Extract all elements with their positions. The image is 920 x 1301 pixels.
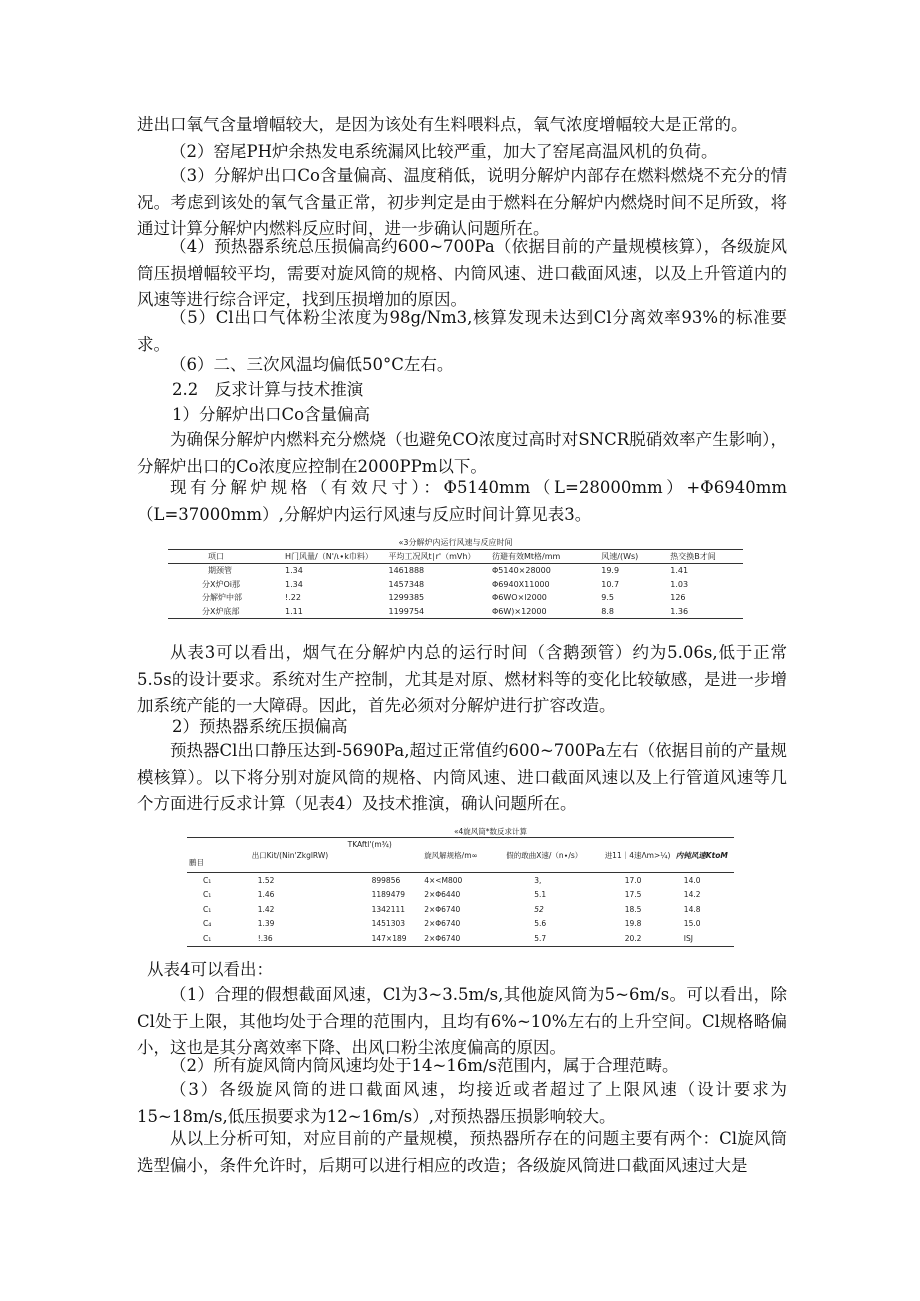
paragraph-finding-2: （2）所有旋风筒内筒风速均处于14~16m∕s范围内，属于合理范畴。 xyxy=(170,1056,679,1075)
subheading-2: 2）预热器系统压损偏高 xyxy=(172,717,348,736)
table-cell: 3, xyxy=(534,875,542,885)
section-heading-2-2: 2.2 反求计算与技术推演 xyxy=(172,380,364,399)
table-cell: 1.41 xyxy=(670,566,689,576)
table-cell: 分X炉底部 xyxy=(202,606,240,616)
table-4-header: 进11｜4速Λm>¼) xyxy=(604,850,671,860)
table-row xyxy=(168,578,743,592)
table-cell: 期颈管 xyxy=(208,566,232,576)
table-cell: 20.2 xyxy=(624,933,642,943)
table-cell: 1189479 xyxy=(371,890,406,900)
table-cell: 18.5 xyxy=(624,904,642,914)
table-cell: 1.39 xyxy=(257,919,275,929)
table-cell: 2×Φ6440 xyxy=(424,890,461,900)
table-row xyxy=(168,605,743,619)
paragraph-finding-3: （3）各级旋风筒的进口截面风速，均接近或者超过了上限风速（设计要求为15~18m∕s,低压损要求为12~16m∕s）,对预热器压损影响较大。 xyxy=(137,1080,787,1126)
paragraph-item-4: （4）预热器系统总压损偏高约600~700Pa（依据目前的产量规模核算），各级旋风筒压损增幅较平均，需要对旋风筒的规格、内筒风速、进口截面风速，以及上升管道内的风速等进行综合评定，找到压损增加的原因。 xyxy=(137,237,787,309)
table-cell: !.22 xyxy=(285,593,301,603)
table-cell: 5.6 xyxy=(534,919,547,929)
table-cell: 19.9 xyxy=(601,566,620,576)
table-cell: 10.7 xyxy=(601,579,620,589)
table-cell: C₁ xyxy=(203,875,212,885)
table-cell: 1199754 xyxy=(388,606,425,616)
table-cell: 4×<M800 xyxy=(424,875,463,885)
table-cell: 5.1 xyxy=(534,890,547,900)
table-cell: Φ6940X11000 xyxy=(492,579,550,589)
table-cell: 2×Φ6740 xyxy=(424,919,461,929)
paragraph-finding-1: （1）合理的假想截面风速，Cl为3~3.5m∕s,其他旋风筒为5~6m/s。可以看出，除Cl处于上限，其他均处于合理的范围内，且均有6%~10%左右的上升空间。Cl规格略偏小，这也是其分离效率下降、出风口粉尘浓度偏高的原因。 xyxy=(137,985,787,1057)
table-cell: Φ5140×28000 xyxy=(492,566,551,576)
table-cell: 1342111 xyxy=(371,904,406,914)
paragraph-table4-intro: 从表4可以看出： xyxy=(147,960,273,979)
table-cell: 147×189 xyxy=(371,933,407,943)
table-cell: C₁ xyxy=(203,904,212,914)
table-3-header: 热交换B才间 xyxy=(670,552,716,561)
table-cell: 分X炉Oi那 xyxy=(202,579,240,589)
table-4-header: 鹏目 xyxy=(189,858,204,867)
table-cell: 1451303 xyxy=(371,919,406,929)
table-cell: 899856 xyxy=(371,875,401,885)
paragraph-co-control: 为确保分解炉内燃料充分燃烧（也避免CO浓度过高时对SNCR脱硝效率产生影响），分解炉出口的Co浓度应控制在2000PPm以下。 xyxy=(137,430,787,476)
paragraph-table3-analysis: 从表3可以看出，烟气在分解炉内总的运行时间（含鹅颈管）约为5.06s,低于正常5.5s的设计要求。系统对生产控制，尤其是对原、燃材料等的变化比较敏感，是进一步增加系统产能的一大障碍。因此，首先必须对分解炉进行扩容改造。 xyxy=(137,643,787,715)
table-cell: C₁ xyxy=(203,933,212,943)
table-4-caption: «4旋风筒*数反求计算 xyxy=(453,827,528,836)
table-3-header: 平均工况风t∣r'（mVh） xyxy=(388,552,476,561)
table-cell: C₄ xyxy=(203,919,212,929)
table-4-header: 内钝风速KtoM xyxy=(675,850,728,860)
table-cell: Φ6WO×l2000 xyxy=(492,593,547,603)
table-cell: 分解炉中部 xyxy=(202,593,242,603)
table-row xyxy=(187,873,734,888)
table-cell: 1299385 xyxy=(388,593,425,603)
table-cell: 5.7 xyxy=(534,933,547,943)
table-cell: 1.11 xyxy=(285,606,303,616)
table-4-header: 出口Kit/(Nin'ZkglRW) xyxy=(251,850,329,860)
table-cell: C₁ xyxy=(203,890,212,900)
paragraph-item-5: （5）Cl出口气体粉尘浓度为98g/Nm3,核算发现未达到Cl分离效率93%的标准要求。 xyxy=(137,308,787,354)
table-cell: 14.8 xyxy=(683,904,701,914)
table-row xyxy=(187,902,734,917)
table-4-header: 旋风解规格/m∞ xyxy=(424,850,478,860)
table-cell: 17.5 xyxy=(624,890,642,900)
table-4-header-row xyxy=(187,838,734,873)
paragraph-oxygen-content: 进出口氧气含量增幅较大，是因为该处有生料喂料点，氧气浓度增幅较大是正常的。 xyxy=(137,115,748,134)
paragraph-preheater-pressure: 预热器Cl出口静压达到-5690Pa,超过正常值约600~700Pa左右（依据目前的产量规模核算）。以下将分别对旋风筒的规格、内筒风速、进口截面风速以及上行管道风速等几个方面进行反求计算（见表4）及技术推演，确认问题所在。 xyxy=(137,741,787,813)
table-cell: 17.0 xyxy=(624,875,642,885)
table-cell: 1.36 xyxy=(670,606,689,616)
paragraph-item-6: （6）二、三次风温均偏低50°C左右。 xyxy=(170,355,454,374)
table-row xyxy=(168,591,743,605)
table-cell: 1.34 xyxy=(285,566,303,576)
table-cell: 52 xyxy=(534,904,544,914)
table-cell: 1461888 xyxy=(388,566,425,576)
table-4-header: 假的敢曲X速/（n∙/s） xyxy=(506,850,583,860)
table-row xyxy=(187,931,734,946)
paragraph-conclusion: 从以上分析可知，对应目前的产量规模，预热器所存在的问题主要有两个：Cl旋风筒选型偏小，条件允许时，后期可以进行相应的改造；各级旋风筒进口截面风速过大是 xyxy=(137,1129,787,1175)
paragraph-item-2: （2）窑尾PH炉余热发电系统漏风比较严重，加大了窑尾高温风机的负荷。 xyxy=(170,142,718,161)
table-cell: 126 xyxy=(670,593,686,603)
table-row xyxy=(168,564,743,578)
table-4 xyxy=(187,826,734,947)
table-cell: 1.46 xyxy=(257,890,275,900)
table-cell: 1.34 xyxy=(285,579,303,589)
table-cell: 14.0 xyxy=(683,875,701,885)
table-cell: Φ6W)×12000 xyxy=(492,606,547,616)
table-cell: 1457348 xyxy=(388,579,425,589)
table-cell: 2×Φ6740 xyxy=(424,933,461,943)
table-cell: ISJ xyxy=(683,933,693,943)
table-cell: 15.0 xyxy=(683,919,701,929)
table-cell: 8.8 xyxy=(601,606,614,616)
table-3-header-row xyxy=(168,550,743,564)
table-row xyxy=(187,917,734,932)
table-3 xyxy=(168,537,743,619)
table-3-header: H门风量/（N'/ι∙k巾料） xyxy=(285,552,373,561)
paragraph-calciner-spec: 现有分解炉规格（有效尺寸）：Φ5140mm（L=28000mm）+Φ6940mm（L=37000mm）,分解炉内运行风速与反应时间计算见表3。 xyxy=(137,478,787,524)
table-cell: 1.52 xyxy=(257,875,275,885)
table-3-header: 彷避有效Mt格/mm xyxy=(492,552,561,561)
table-4-header: TKAftl'(m¾) xyxy=(347,840,392,849)
table-cell: 1.42 xyxy=(257,904,275,914)
table-row xyxy=(187,888,734,903)
table-cell: 9.5 xyxy=(601,593,614,603)
table-cell: 1.03 xyxy=(670,579,689,589)
table-3-header: 项口 xyxy=(208,552,224,561)
paragraph-item-3: （3）分解炉出口Co含量偏高、温度稍低，说明分解炉内部存在燃料燃烧不充分的情况。考虑到该处的氧气含量正常，初步判定是由于燃料在分解炉内燃烧时间不足所致，将通过计算分解炉内燃料反应时间，进一步确认问题所在。 xyxy=(137,166,787,238)
table-3-header: 风速/(Ws) xyxy=(601,552,639,561)
table-cell: 19.8 xyxy=(624,919,642,929)
table-cell: 14.2 xyxy=(683,890,701,900)
table-cell: 2×Φ6740 xyxy=(424,904,461,914)
table-cell: !.36 xyxy=(257,933,273,943)
subheading-1: 1）分解炉出口Co含量偏高 xyxy=(172,405,371,424)
table-3-caption: «3分解炉内运行风速与反应时间 xyxy=(398,538,513,547)
